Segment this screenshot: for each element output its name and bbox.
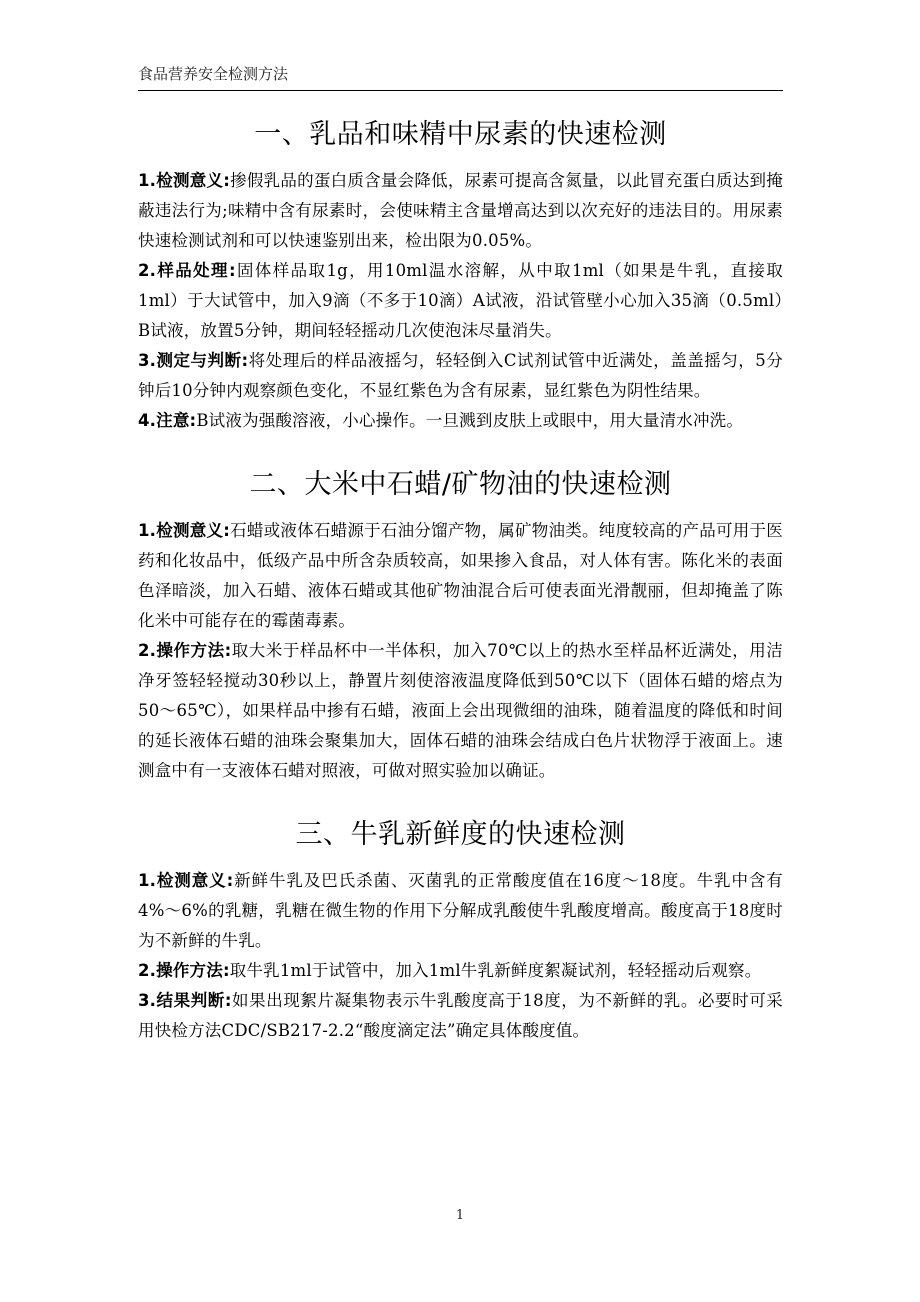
paragraph-text: 将处理后的样品液摇匀，轻轻倒入C试剂试管中近满处，盖盖摇匀，5分钟后10分钟内观察颜色变化，不显红紫色为含有尿素，显红紫色为阴性结果。: [138, 351, 784, 400]
paragraph-text: 新鲜牛乳及巴氏杀菌、灭菌乳的正常酸度值在16度～18度。牛乳中含有4%～6%的乳糖，乳糖在微生物的作用下分解成乳酸使牛乳酸度增高。酸度高于18度时为不新鲜的牛乳。: [138, 871, 784, 950]
page-header: [138, 62, 783, 91]
header-title: 食品营养安全检测方法: [138, 65, 289, 83]
paragraph-significance: [138, 516, 783, 636]
paragraph-label: 1.检测意义:: [138, 521, 231, 540]
paragraph-significance: [138, 166, 783, 256]
paragraph-text: 石蜡或液体石蜡源于石油分馏产物，属矿物油类。纯度较高的产品可用于医药和化妆品中，低级产品中所含杂质较高，如果掺入食品，对人体有害。陈化米的表面色泽暗淡，加入石蜡、液体石蜡或其他矿物油混合后可使表面光滑靓丽，但却掩盖了陈化米中可能存在的霉菌毒素。: [138, 521, 783, 630]
paragraph-sample-treatment: [138, 256, 783, 346]
paragraph-label: 2.样品处理:: [138, 261, 236, 280]
paragraph-text: 如果出现絮片凝集物表示牛乳酸度高于18度，为不新鲜的乳。必要时可采用快检方法CDC/SB217-2.2“酸度滴定法”确定具体酸度值。: [138, 991, 783, 1040]
paragraph-label: 4.注意:: [138, 411, 197, 430]
paragraph-label: 2.操作方法:: [138, 961, 230, 980]
paragraph-label: 3.测定与判断:: [138, 351, 249, 370]
paragraph-label: 1.检测意义:: [138, 871, 234, 890]
paragraph-text: 掺假乳品的蛋白质含量会降低，尿素可提高含氮量，以此冒充蛋白质达到掩蔽违法行为;味精中含有尿素时，会使味精主含量增高达到以次充好的违法目的。用尿素快速检测试剂和可以快速鉴别出来，检出限为0.05%。: [138, 171, 783, 250]
section-paraffin-detection: [138, 466, 783, 786]
paragraph-text: 固体样品取1g，用10ml温水溶解，从中取1ml（如果是牛乳，直接取1ml）于大试管中，加入9滴（不多于10滴）A试液，沿试管壁小心加入35滴（0.5ml）B试液，放置5分钟，期间轻轻摇动几次使泡沫尽量消失。: [138, 261, 784, 340]
paragraph-label: 1.检测意义:: [138, 171, 231, 190]
section-title: 三、牛乳新鲜度的快速检测: [295, 819, 626, 850]
paragraph-caution: [138, 406, 783, 436]
paragraph-text: 取牛乳1ml于试管中，加入1ml牛乳新鲜度絮凝试剂，轻轻摇动后观察。: [229, 961, 762, 980]
section-milk-freshness: [138, 816, 783, 1046]
document-body: [138, 100, 783, 1046]
page-number: 1: [455, 1208, 465, 1223]
paragraph-procedure: [138, 636, 783, 786]
section-title: 一、乳品和味精中尿素的快速检测: [254, 119, 667, 150]
paragraph-procedure: [138, 956, 783, 986]
paragraph-determination: [138, 346, 783, 406]
paragraph-text: B试液为强酸溶液，小心操作。一旦溅到皮肤上或眼中，用大量清水冲洗。: [196, 411, 744, 430]
section-title: 二、大米中石蜡/矿物油的快速检测: [249, 469, 672, 500]
paragraph-text: 取大米于样品杯中一半体积，加入70℃以上的热水至样品杯近满处，用洁净牙签轻轻搅动30秒以上，静置片刻使溶液温度降低到50℃以下（固体石蜡的熔点为50～65℃），如果样品中掺有石蜡，液面上会出现微细的油珠，随着温度的降低和时间的延长液体石蜡的油珠会聚集加大，固体石蜡的油珠会结成白色片状物浮于液面上。速测盒中有一支液体石蜡对照液，可做对照实验加以确证。: [138, 641, 784, 780]
paragraph-significance: [138, 866, 783, 956]
paragraph-label: 2.操作方法:: [138, 641, 232, 660]
paragraph-result: [138, 986, 783, 1046]
section-urea-detection: [138, 116, 783, 436]
paragraph-label: 3.结果判断:: [138, 991, 232, 1010]
